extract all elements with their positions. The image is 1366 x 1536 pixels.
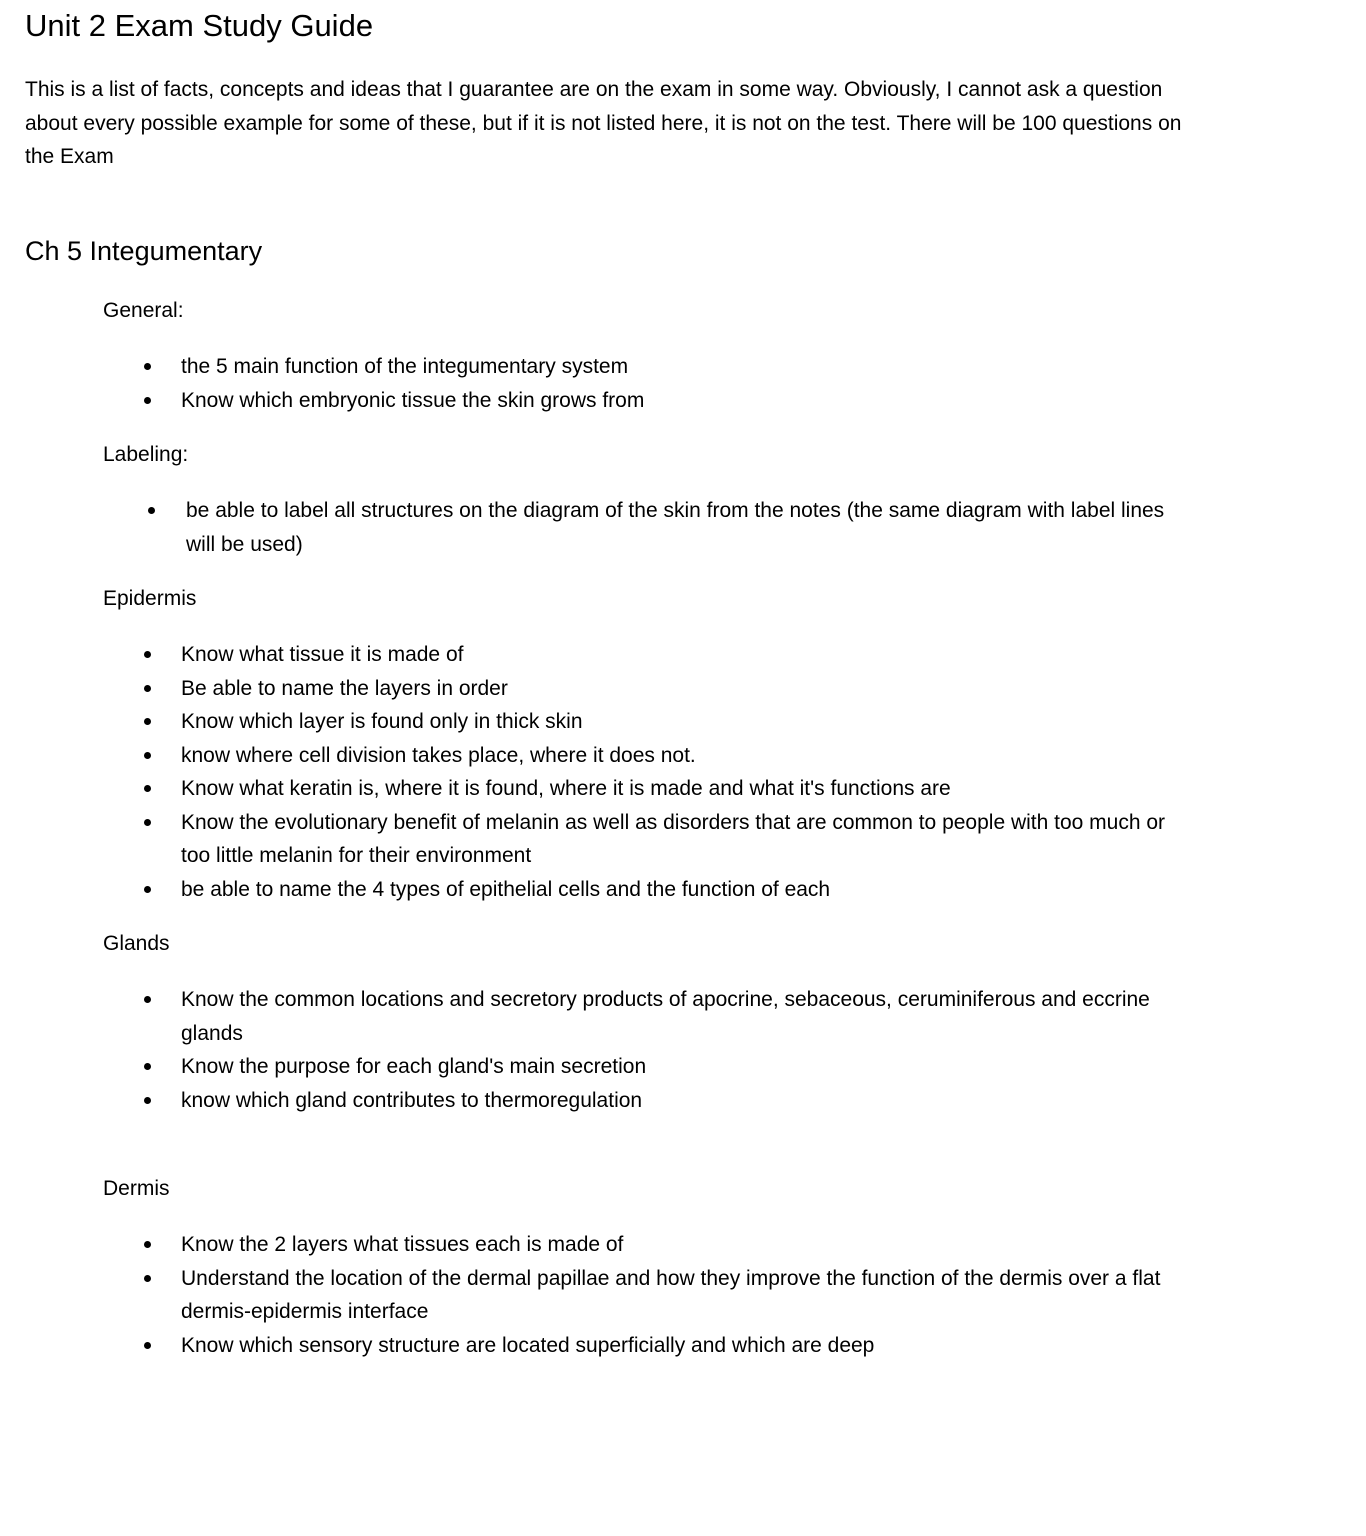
section-heading-labeling: Labeling: <box>103 443 189 466</box>
list-item: Know which embryonic tissue the skin grows from <box>137 384 1197 418</box>
list-item: Know the common locations and secretory products of apocrine, sebaceous, ceruminiferous and eccrine glands <box>137 983 1197 1050</box>
list-item: Know which sensory structure are located superficially and which are deep <box>137 1329 1197 1363</box>
list-item: the 5 main function of the integumentary system <box>137 350 1197 384</box>
bullet-list-general <box>137 350 1197 417</box>
list-item: Know the 2 layers what tissues each is made of <box>137 1228 1197 1262</box>
section-heading-epidermis: Epidermis <box>103 587 197 610</box>
list-item: Understand the location of the dermal papillae and how they improve the function of the dermis over a flat dermis-epidermis interface <box>137 1262 1197 1329</box>
list-item: know where cell division takes place, where it does not. <box>137 739 1197 773</box>
list-item: Be able to name the layers in order <box>137 672 1197 706</box>
list-item: Know which layer is found only in thick skin <box>137 705 1197 739</box>
list-item: know which gland contributes to thermoregulation <box>137 1084 1197 1118</box>
list-item: Know what tissue it is made of <box>137 638 1197 672</box>
bullet-list-dermis <box>137 1228 1197 1362</box>
section-heading-general: General: <box>103 299 184 322</box>
list-item: be able to name the 4 types of epithelial cells and the function of each <box>137 873 1197 907</box>
list-item: Know the purpose for each gland's main secretion <box>137 1050 1197 1084</box>
chapter-heading: Ch 5 Integumentary <box>25 236 263 266</box>
bullet-list-labeling <box>137 494 1187 561</box>
document-title: Unit 2 Exam Study Guide <box>25 8 374 43</box>
bullet-list-epidermis <box>137 638 1197 906</box>
list-item: be able to label all structures on the diagram of the skin from the notes (the same diagram with label lines will be used) <box>137 494 1187 561</box>
list-item: Know the evolutionary benefit of melanin as well as disorders that are common to people with too much or too little melanin for their environment <box>137 806 1197 873</box>
list-item: Know what keratin is, where it is found, where it is made and what it's functions are <box>137 772 1197 806</box>
section-heading-glands: Glands <box>103 932 170 955</box>
intro-paragraph: This is a list of facts, concepts and ideas that I guarantee are on the exam in some way. Obviously, I cannot ask a question about every possible example for some of these, but if it is not listed here, it is not on the test. There will be 100 questions on the Exam <box>25 78 1182 168</box>
section-heading-dermis: Dermis <box>103 1177 170 1200</box>
bullet-list-glands <box>137 983 1197 1117</box>
